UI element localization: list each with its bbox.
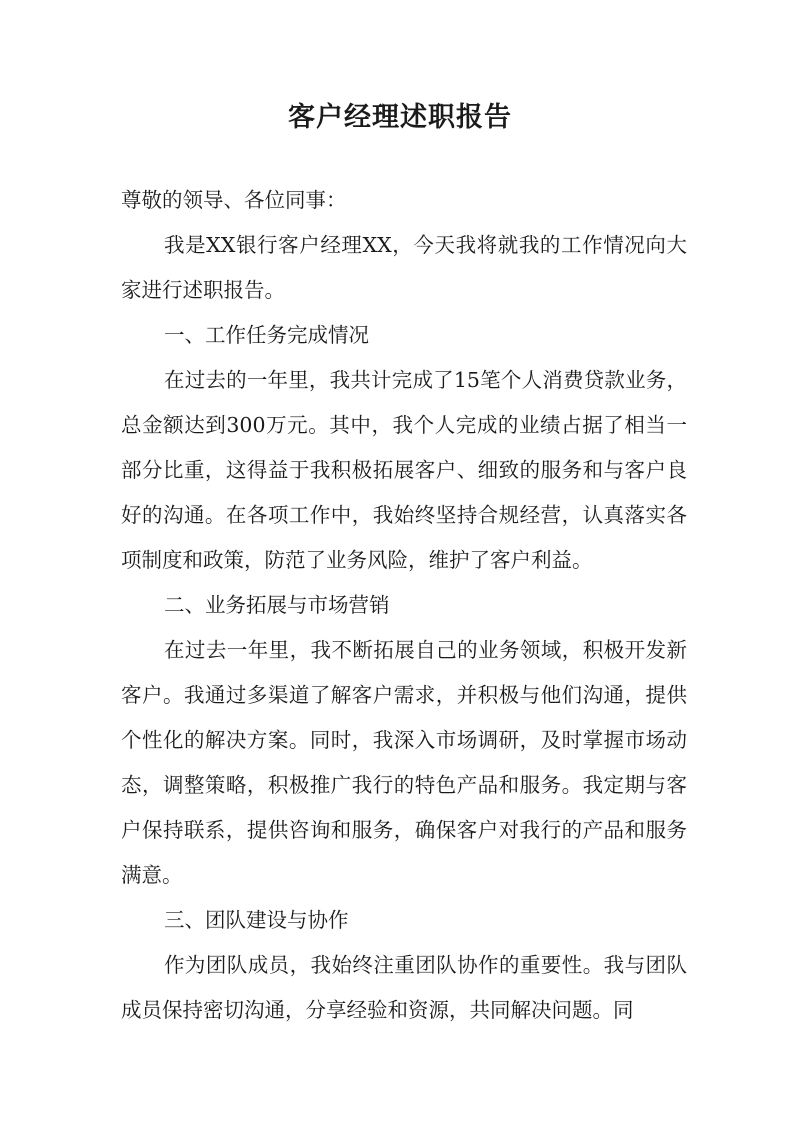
section-heading-team-building: 三、团队建设与协作	[164, 908, 349, 932]
document-title: 客户经理述职报告	[288, 102, 512, 133]
document-body	[121, 178, 687, 1033]
intro-paragraph: 我是XX银行客户经理XX，今天我将就我的工作情况向大家进行述职报告。	[121, 233, 687, 302]
section-heading-business-expansion: 二、业务拓展与市场营销	[164, 593, 390, 617]
paragraph-business-expansion: 在过去一年里，我不断拓展自己的业务领域，积极开发新客户。我通过多渠道了解客户需求，并积极与他们沟通，提供个性化的解决方案。同时，我深入市场调研，及时掌握市场动态，调整策略，积极推广我行的特色产品和服务。我定期与客户保持联系，提供咨询和服务，确保客户对我行的产品和服务满意。	[121, 638, 687, 887]
paragraph-team-building: 作为团队成员，我始终注重团队协作的重要性。我与团队成员保持密切沟通，分享经验和资源，共同解决问题。同	[121, 953, 687, 1022]
paragraph-work-tasks: 在过去的一年里，我共计完成了15笔个人消费贷款业务，总金额达到300万元。其中，我个人完成的业绩占据了相当一部分比重，这得益于我积极拓展客户、细致的服务和与客户良好的沟通。在各项工作中，我始终坚持合规经营，认真落实各项制度和政策，防范了业务风险，维护了客户利益。	[121, 368, 687, 572]
section-heading-work-tasks: 一、工作任务完成情况	[164, 323, 369, 347]
salutation: 尊敬的领导、各位同事：	[121, 188, 347, 212]
